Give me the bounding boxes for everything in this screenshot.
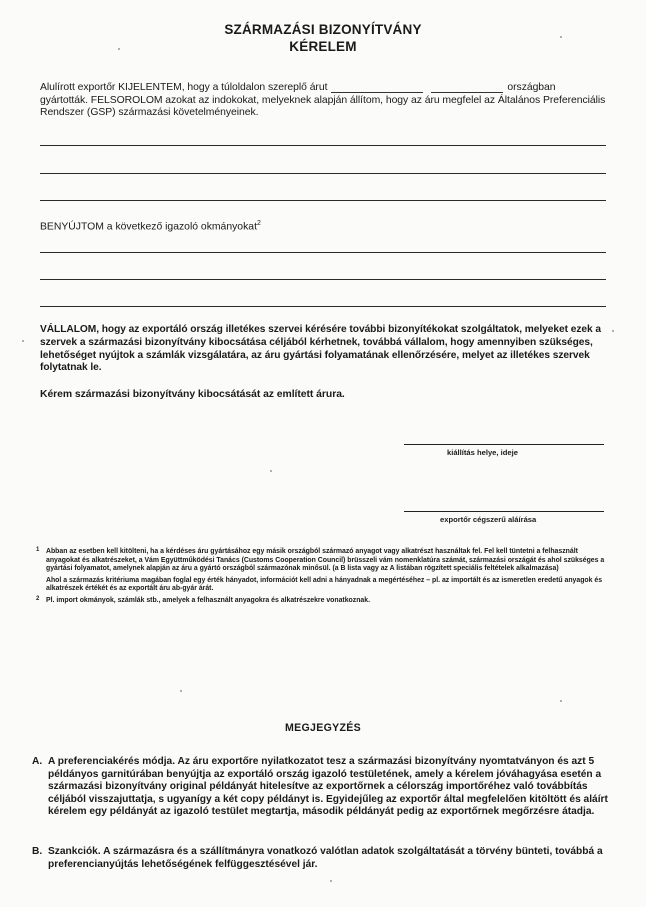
scan-speck <box>180 690 182 692</box>
place-date-line[interactable] <box>404 444 604 445</box>
note-b <box>32 846 612 871</box>
note-letter: B. <box>32 846 43 857</box>
declaration-text-part2: országban <box>507 82 556 93</box>
reasons-line-1[interactable] <box>40 145 606 146</box>
footnote-text: Ahol a származás kritériuma magában foglal egy érték hányadot, információt kell adni a hányadnak a megértéséhez – pl. az importált és az ismeretlen eredetű anyagok és alkatrészek értékét és az exportált áru ab-gyár árát. <box>46 576 603 593</box>
scan-speck <box>330 880 332 882</box>
scan-speck <box>612 330 614 332</box>
footnote-mark: 1 <box>36 547 40 553</box>
footnote-1 <box>36 547 608 574</box>
scan-speck <box>560 36 562 38</box>
request-paragraph: Kérem származási bizonyítvány kibocsátását az említett árura. <box>40 389 345 400</box>
country-blank-field[interactable] <box>431 92 503 93</box>
signature-line[interactable] <box>404 511 604 512</box>
declaration-text-rest: gyártották. FELSOROLOM azokat az indokokat, melyeknek alapján állítom, hogy az áru megfelel az Általános Preferenciális Rendszer (GSP) származási követelményeinek. <box>40 94 606 119</box>
note-a <box>32 756 612 819</box>
reasons-line-2[interactable] <box>40 173 606 174</box>
goods-blank-field[interactable] <box>331 92 423 93</box>
scan-speck <box>118 48 120 50</box>
page-title: SZÁRMAZÁSI BIZONYÍTVÁNY <box>224 22 422 37</box>
footnote-text: Abban az esetben kell kitölteni, ha a kérdéses áru gyártásához egy másik országból származó anyagot vagy alkatrészt használtak fel. Fel kell tüntetni a felhasznált anyagokat és alkatrészeket, a Vám Együttműködési Tanács (Customs Cooperation Council) brüsszeli vám nomenklatúra számát, származási országát és ahol szükséges a gyártási folyamatot, amelynek alapján az áru a gyártó országból származónak minősül. (a B lista vagy az A listában rögzített speciális feltételek alkalmazása) <box>46 548 605 573</box>
place-date-label: kiállítás helye, ideje <box>447 448 518 457</box>
footnote-1-continued <box>40 577 608 594</box>
scan-speck <box>270 470 272 472</box>
footnote-2 <box>36 595 608 606</box>
note-letter: A. <box>32 756 43 767</box>
footnotes <box>36 547 608 609</box>
declaration-text-part1: Alulírott exportőr KIJELENTEM, hogy a túloldalon szereplő árut <box>40 82 328 93</box>
notes-title: MEGJEGYZÉS <box>285 722 361 734</box>
documents-line-2[interactable] <box>40 279 606 280</box>
documents-line-1[interactable] <box>40 252 606 253</box>
footnote-text: Pl. import okmányok, számlák stb., amelyek a felhasznált anyagokra és alkatrészekre vonatkoznak. <box>46 596 371 604</box>
page-subtitle: KÉRELEM <box>289 39 357 54</box>
signature-label: exportőr cégszerű aláírása <box>440 515 537 524</box>
scan-speck <box>560 700 562 702</box>
documents-heading-text: BENYÚJTOM a következő igazoló okmányokat <box>40 221 257 233</box>
documents-footnote-mark: 2 <box>256 220 261 227</box>
documents-heading <box>40 220 261 232</box>
note-text: A preferenciakérés módja. Az áru exportőre nyilatkozatot tesz a származási bizonyítvány nyomtatványon és azt 5 példányos garnitúrában benyújtja az exportáló ország igazoló testületének, amely a kérelem jóváhagyása esetén a származási bizonyítvány original példányát hitelesítve az exportőrnek a célország importőréhez való továbbítás céljából visszajuttatja, s ugyanígy a két copy példányt is. Egyidejűleg az exportőr által megfelelően kitöltött és aláírt kérelem egy példányát az igazoló testület megtartja, második példányát pedig az exportőrnek megőrzésre átadja. <box>48 756 608 818</box>
declaration-paragraph <box>40 82 614 120</box>
reasons-line-3[interactable] <box>40 200 606 201</box>
footnote-mark: 2 <box>36 595 40 602</box>
note-text: Szankciók. A származásra és a szállítmányra vonatkozó valótlan adatok szolgáltatását a törvény bünteti, továbbá a preferencianyújtás lehetőségének felfüggesztésével jár. <box>48 846 603 870</box>
scan-speck <box>22 340 24 342</box>
documents-line-3[interactable] <box>40 306 606 307</box>
undertaking-paragraph: VÁLLALOM, hogy az exportáló ország illetékes szervei kérésére további bizonyítékokat szolgáltatok, melyeket ezek a szervek a származási bizonyítvány kibocsátása céljából kérhetnek, továbbá vállalom, hogy amennyiben szükséges, lehetőséget nyújtok a számlák vizsgálatára, az áru gyártási folyamatának ellenőrzésére, melyet az illetékes szervek folytatnak le. <box>40 324 602 374</box>
